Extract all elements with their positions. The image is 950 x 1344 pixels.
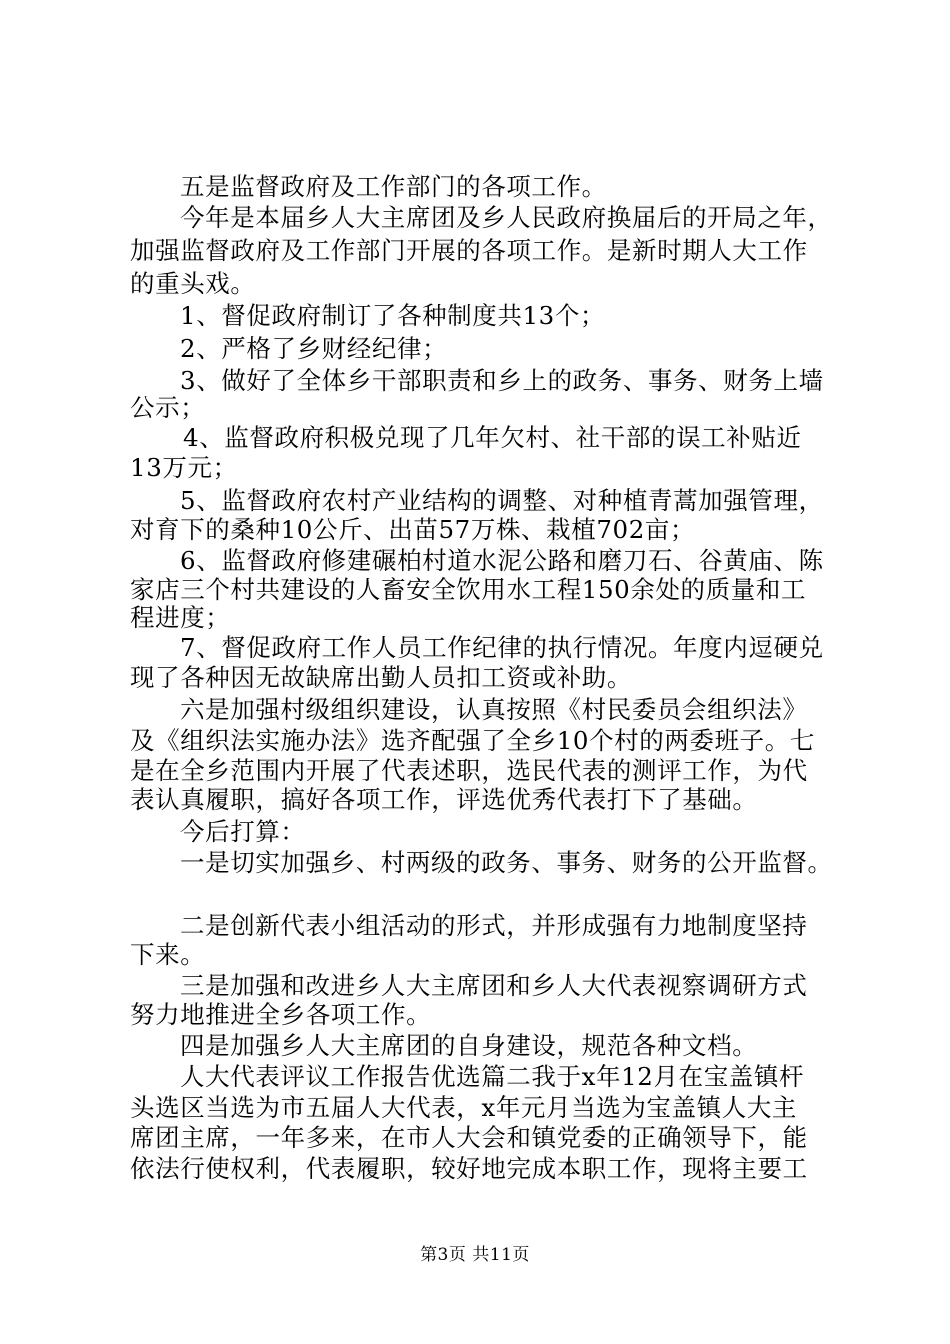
text-line: 表认真履职，搞好各项工作，评选优秀代表打下了基础。	[130, 785, 758, 814]
text-line: 4、监督政府积极兑现了几年欠村、社干部的误工补贴近	[183, 423, 802, 452]
text-line: 下来。	[130, 940, 206, 969]
text-line: 今后打算：	[180, 817, 306, 846]
text-line: 一是切实加强乡、村两级的政务、事务、财务的公开监督。	[180, 848, 833, 877]
text-line: 努力地推进全乡各项工作。	[130, 1000, 432, 1029]
text-line: 今年是本届乡人大主席团及乡人民政府换届后的开局之年，	[180, 203, 833, 232]
text-line: 3、做好了全体乡干部职责和乡上的政务、事务、财务上墙	[180, 366, 824, 395]
text-line: 家店三个村共建设的人畜安全饮用水工程150余处的质量和工	[130, 575, 807, 604]
text-line: 四是加强乡人大主席团的自身建设，规范各种文档。	[180, 1031, 758, 1060]
text-line: 是在全乡范围内开展了代表述职，选民代表的测评工作，为代	[130, 756, 808, 785]
text-line: 六是加强村级组织建设，认真按照《村民委员会组织法》	[180, 695, 808, 724]
text-line: 6、监督政府修建碾柏村道水泥公路和磨刀石、谷黄庙、陈	[180, 546, 824, 575]
text-line: 公示；	[130, 393, 206, 422]
page-number-footer: 第3页 共11页	[420, 1245, 530, 1265]
text-line: 程进度；	[130, 603, 231, 632]
text-line: 13万元；	[130, 453, 238, 482]
text-line: 五是监督政府及工作部门的各项工作。	[180, 172, 607, 201]
text-line: 1、督促政府制订了各种制度共13个；	[180, 301, 606, 330]
text-line: 二是创新代表小组活动的形式，并形成强有力地制度坚持	[180, 911, 808, 940]
text-line: 7、督促政府工作人员工作纪律的执行情况。年度内逗硬兑	[180, 633, 824, 662]
text-line: 对育下的桑种10公斤、出苗57万株、栽植702亩；	[130, 515, 696, 544]
text-line: 2、严格了乡财经纪律；	[180, 334, 448, 363]
text-line: 现了各种因无故缺席出勤人员扣工资或补助。	[130, 663, 632, 692]
text-line: 三是加强和改进乡人大主席团和乡人大代表视察调研方式	[180, 971, 808, 1000]
text-line: 头选区当选为市五届人大代表，x年元月当选为宝盖镇人大主	[130, 1093, 798, 1122]
text-line: 5、监督政府农村产业结构的调整、对种植青蒿加强管理，	[180, 486, 824, 515]
text-line: 人大代表评议工作报告优选篇二我于x年12月在宝盖镇杆	[180, 1062, 805, 1091]
text-line: 席团主席，一年多来，在市人大会和镇党委的正确领导下，能	[130, 1123, 808, 1152]
text-line: 及《组织法实施办法》选齐配强了全乡10个村的两委班子。七	[130, 726, 815, 755]
text-line: 加强监督政府及工作部门开展的各项工作。是新时期人大工作	[130, 236, 808, 265]
text-line: 依法行使权利，代表履职，较好地完成本职工作，现将主要工	[130, 1154, 808, 1183]
text-line: 的重头戏。	[130, 269, 256, 298]
